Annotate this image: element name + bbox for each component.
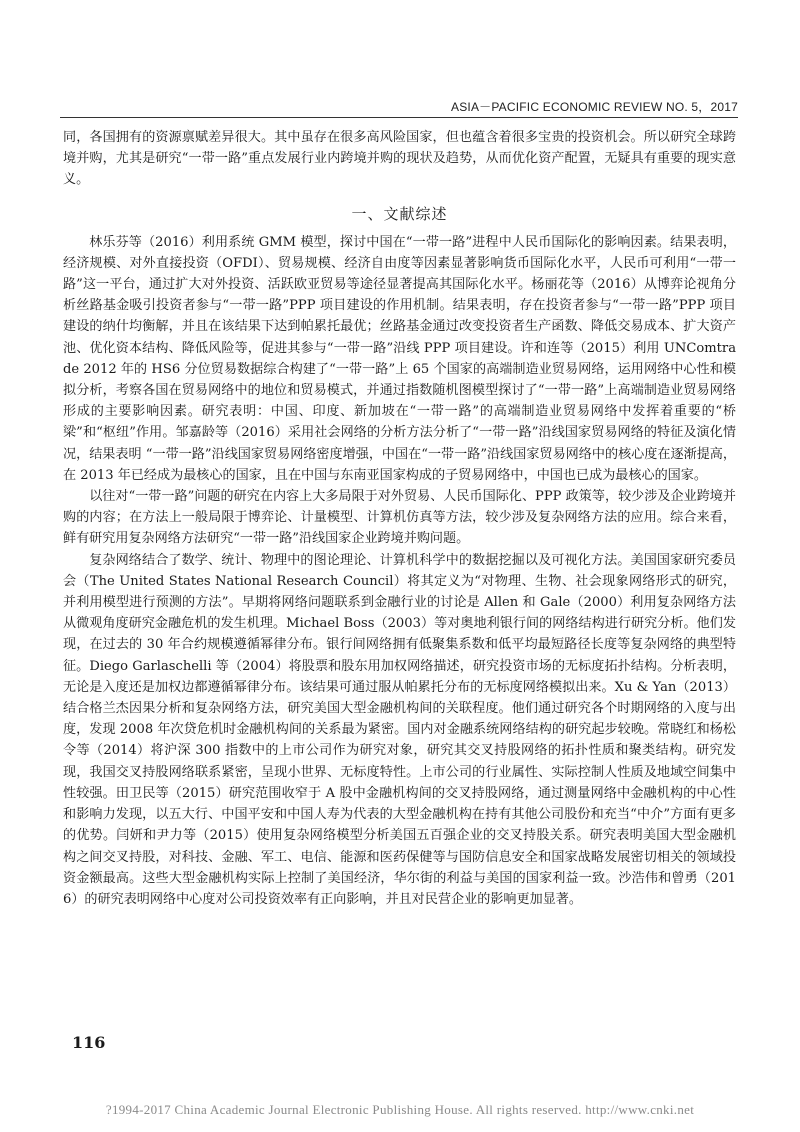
paragraph-2: 以往对“一带一路”问题的研究在内容上大多局限于对外贸易、人民币国际化、PPP 政策等，较少涉及企业跨境并购的内容；在方法上一般局限于博弈论、计量模型、计算机仿真等方法，较少涉及复杂网络方法的应用。综合来看，鲜有研究用复杂网络方法研究“一带一路”沿线国家企业跨境并购问题。 (63, 489, 736, 547)
header-divider (60, 117, 738, 118)
page-number: 116 (72, 1033, 106, 1052)
intro-paragraph: 同，各国拥有的资源禀赋差异很大。其中虽存在很多高风险国家，但也蕴含着很多宝贵的投资机会。所以研究全球跨境并购，尤其是研究“一带一路”重点发展行业内跨境并购的现状及趋势，从而优化资产配置，无疑具有重要的现实意义。 (63, 130, 736, 188)
copyright-footer: ?1994-2017 China Academic Journal Electronic Publishing House. All rights reserved. http://www.cnki.net (105, 1102, 695, 1117)
section-title: 一、文献综述 (351, 204, 448, 223)
paragraph-1: 林乐芬等（2016）利用系统 GMM 模型，探讨中国在“一带一路”进程中人民币国际化的影响因素。结果表明，经济规模、对外直接投资（OFDI）、贸易规模、经济自由度等因素显著影响货币国际化水平，人民币可利用“一带一路”这一平台，通过扩大对外投资、活跃欧亚贸易等途径显著提高其国际化水平。杨丽花等（2016）从博弈论视角分析丝路基金吸引投资者参与“一带一路”PPP 项目建设的作用机制。结果表明，存在投资者参与“一带一路”PPP 项目建设的纳什均衡解，并且在该结果下达到帕累托最优；丝路基金通过改变投资者生产函数、降低交易成本、扩大资产池、优化资本结构、降低风险等，促进其参与“一带一路”沿线 PPP 项目建设。许和连等（2015）利用 UNComtrade 2012 年的 HS6 分位贸易数据综合构建了“一带一路”上 65 个国家的高端制造业贸易网络，运用网络中心性和模拟分析，考察各国在贸易网络中的地位和贸易模式，并通过指数随机图模型探讨了“一带一路”上高端制造业贸易网络形成的主要影响因素。研究表明：中国、印度、新加坡在“一带一路”的高端制造业贸易网络中发挥着重要的“桥梁”和“枢纽”作用。邹嘉龄等（2016）采用社会网络的分析方法分析了“一带一路”沿线国家贸易网络的特征及演化情况，结果表明 “一带一路”沿线国家贸易网络密度增强，中国在“一带一路”沿线国家贸易网络中的核心度在逐渐提高，在 2013 年已经成为最核心的国家，且在中国与东南亚国家构成的子贸易网络中，中国也已成为最核心的国家。 (63, 234, 736, 483)
article-body (63, 127, 736, 910)
paragraph-3: 复杂网络结合了数学、统计、物理中的图论理论、计算机科学中的数据挖掘以及可视化方法。美国国家研究委员会（The United States National Research Council）将其定义为“对物理、生物、社会现象网络形式的研究，并利用模型进行预测的方法”。早期将网络问题联系到金融行业的讨论是 Allen 和 Gale（2000）利用复杂网络方法从微观角度研究金融危机的发生机理。Michael Boss（2003）等对奥地利银行间的网络结构进行研究分析。他们发现，在过去的 30 年合约规模遵循幂律分布。银行间网络拥有低聚集系数和低平均最短路径长度等复杂网络的典型特征。Diego Garlaschelli 等（2004）将股票和股东用加权网络描述，研究投资市场的无标度拓扑结构。分析表明，无论是入度还是加权边都遵循幂律分布。该结果可通过服从帕累托分布的无标度网络模拟出来。Xu & Yan（2013）结合格兰杰因果分析和复杂网络方法，研究美国大型金融机构间的关联程度。他们通过研究各个时期网络的入度与出度，发现 2008 年次贷危机时金融机构间的关系最为紧密。国内对金融系统网络结构的研究起步较晚。常晓红和杨松令等（2014）将沪深 300 指数中的上市公司作为研究对象，研究其交叉持股网络的拓扑性质和聚类结构。研究发现，我国交叉持股网络联系紧密，呈现小世界、无标度特性。上市公司的行业属性、实际控制人性质及地域空间集中性较强。田卫民等（2015）研究范围收窄于 A 股中金融机构间的交叉持股网络，通过测量网络中金融机构的中心性和影响力发现，以五大行、中国平安和中国人寿为代表的大型金融机构在持有其他公司股份和充当“中介”方面有更多的优势。闫妍和尹力等（2015）使用复杂网络模型分析美国五百强企业的交叉持股关系。研究表明美国大型金融机构之间交叉持股，对科技、金融、军工、电信、能源和医药保健等与国防信息安全和国家战略发展密切相关的领域投资金额最高。这些大型金融机构实际上控制了美国经济，华尔街的利益与美国的国家利益一致。沙浩伟和曾勇（2016）的研究表明网络中心度对公司投资效率有正向影响，并且对民营企业的影响更加显著。 (63, 552, 736, 907)
journal-header: ASIA－PACIFIC ECONOMIC REVIEW NO. 5，2017 (451, 100, 738, 114)
